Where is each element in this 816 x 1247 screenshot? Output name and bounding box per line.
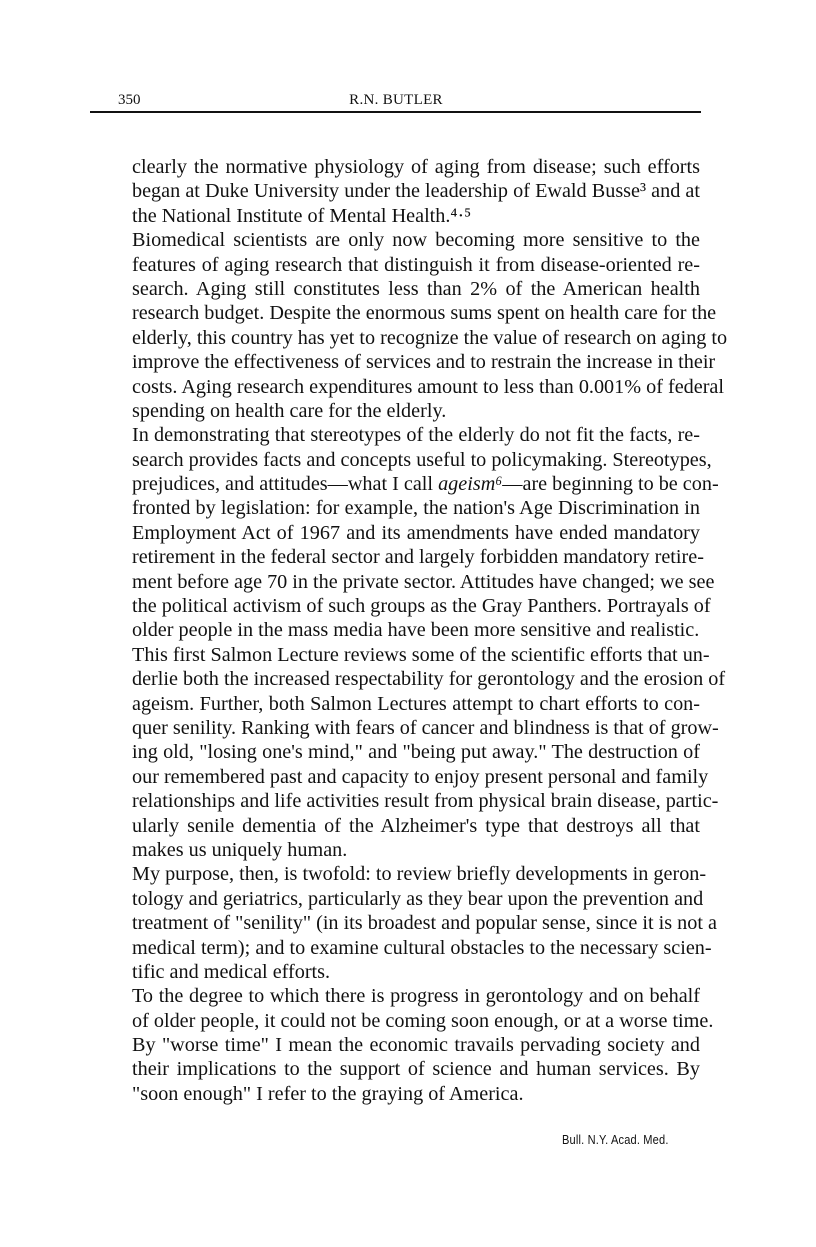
text-line: clearly the normative physiology of aging from disease; such efforts: [132, 156, 700, 178]
text-line: the National Institute of Mental Health.⁴·⁵: [132, 204, 472, 227]
running-header: [92, 92, 700, 112]
paragraph: [132, 423, 719, 643]
text-line: the political activism of such groups as the Gray Panthers. Portrayals of: [132, 595, 711, 618]
text-line: derlie both the increased respectability for gerontology and the erosion of: [132, 668, 726, 691]
text-line: Biomedical scientists are only now becoming more sensitive to the: [132, 229, 700, 252]
text-line: began at Duke University under the leadership of Ewald Busse³ and at: [132, 180, 700, 203]
text-line: search provides facts and concepts useful to policymaking. Stereotypes,: [132, 448, 712, 471]
text-line: By "worse time" I mean the economic travails pervading society and: [132, 1034, 700, 1057]
text-line: In demonstrating that stereotypes of the elderly do not fit the facts, re-: [132, 424, 700, 447]
text-line: ing old, "losing one's mind," and "being put away." The destruction of: [132, 741, 700, 764]
text-line: ularly senile dementia of the Alzheimer's type that destroys all that: [132, 814, 700, 837]
text-line: treatment of "senility" (in its broadest and popular sense, since it is not a: [132, 912, 717, 935]
text-line: fronted by legislation: for example, the nation's Age Discrimination in: [132, 497, 700, 520]
page-number: 350: [118, 92, 141, 108]
text-line: improve the effectiveness of services and to restrain the increase in their: [132, 351, 716, 374]
text-line: Employment Act of 1967 and its amendments have ended mandatory: [132, 521, 700, 544]
text-line: ageism. Further, both Salmon Lectures attempt to chart efforts to con-: [132, 692, 700, 715]
text-line: medical term); and to examine cultural obstacles to the necessary scien-: [132, 936, 712, 959]
header-rule: [90, 111, 701, 113]
text-line: features of aging research that distinguish it from disease-oriented re-: [132, 253, 700, 276]
paragraph: [132, 155, 700, 228]
text-line: of older people, it could not be coming soon enough, or at a worse time.: [132, 1009, 714, 1032]
journal-footer: Bull. N.Y. Acad. Med.: [562, 1132, 669, 1147]
text-line: tific and medical efforts.: [132, 960, 331, 983]
paragraph: [132, 643, 726, 863]
text-line: older people in the mass media have been more sensitive and realistic.: [132, 619, 700, 642]
text-segment: prejudices, and attitudes—what I call: [132, 473, 439, 496]
text-line: tology and geriatrics, particularly as they bear upon the prevention and: [132, 887, 704, 910]
running-head: R.N. BUTLER: [349, 92, 443, 108]
text-line: elderly, this country has yet to recognize the value of research on aging to: [132, 326, 728, 349]
body-text: [132, 155, 728, 1106]
text-segment: —are beginning to be con-: [502, 473, 719, 496]
text-line: search. Aging still constitutes less than 2% of the American health: [132, 277, 700, 300]
text-line: My purpose, then, is twofold: to review briefly developments in geron-: [132, 863, 707, 886]
text-line: quer senility. Ranking with fears of cancer and blindness is that of grow-: [132, 716, 719, 739]
text-line: retirement in the federal sector and largely forbidden mandatory retire-: [132, 546, 704, 569]
text-line: spending on health care for the elderly.: [132, 399, 447, 422]
text-line: their implications to the support of science and human services. By: [132, 1058, 700, 1081]
text-line: our remembered past and capacity to enjoy present personal and family: [132, 765, 709, 788]
paragraph: [132, 228, 728, 423]
text-line: makes us uniquely human.: [132, 838, 348, 861]
paragraph: [132, 862, 717, 984]
paragraph: [132, 984, 714, 1106]
text-line: To the degree to which there is progress in gerontology and on behalf: [132, 985, 700, 1008]
text-line: This first Salmon Lecture reviews some of the scientific efforts that un-: [132, 643, 710, 666]
text-line: research budget. Despite the enormous sums spent on health care for the: [132, 302, 717, 325]
text-line: ment before age 70 in the private sector. Attitudes have changed; we see: [132, 570, 715, 593]
italic-term: ageism⁶: [438, 473, 503, 496]
text-line: relationships and life activities result from physical brain disease, partic-: [132, 790, 719, 813]
text-line: [132, 472, 719, 496]
text-line: costs. Aging research expenditures amount to less than 0.001% of federal: [132, 375, 725, 398]
text-line: "soon enough" I refer to the graying of America.: [132, 1082, 524, 1105]
